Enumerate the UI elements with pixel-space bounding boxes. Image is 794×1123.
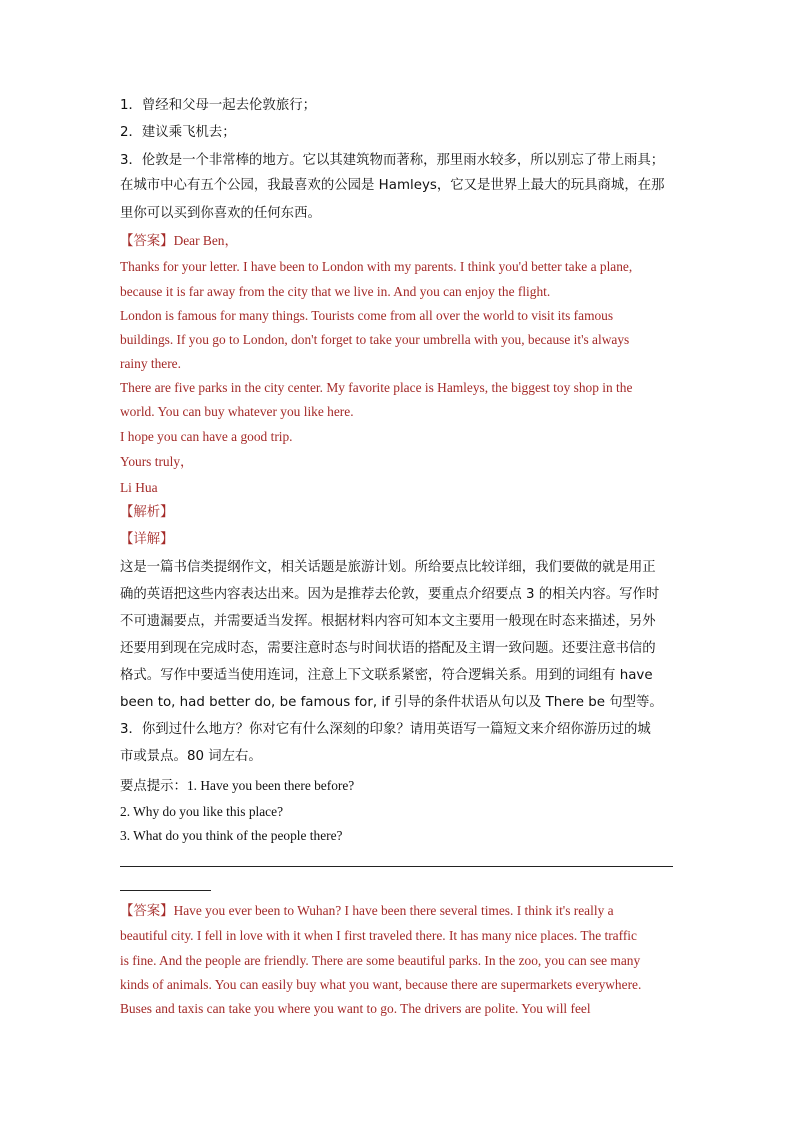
hint-1: 1. Have you been there before? — [186, 778, 355, 793]
answer-3-line: Buses and taxis can take you where you want to go. The drivers are polite. You will feel — [120, 1001, 591, 1016]
analysis-line: 这是一篇书信类提纲作文，相关话题是旅游计划。所给要点比较详细，我们要做的就是用正 — [120, 560, 656, 575]
outline-point-3-line-3: 里你可以买到你喜欢的任何东西。 — [120, 206, 321, 221]
answer-1-line: world. You can buy whatever you like here. — [120, 404, 354, 419]
hint-3: 3. What do you think of the people there? — [120, 828, 343, 843]
outline-point-1: 1．曾经和父母一起去伦敦旅行； — [120, 98, 316, 113]
answer-1-line: rainy there. — [120, 356, 181, 371]
answer-3-first-line — [120, 900, 614, 922]
answer-label: 【答案】 — [120, 234, 174, 249]
analysis-line: been to, had better do, be famous for, if 引导的条件状语从句以及 There be 句型等。 — [120, 695, 663, 710]
answer-1-line: buildings. If you go to London, don't forget to take your umbrella with you, because it's always — [120, 332, 630, 347]
answer-3-line: beautiful city. I fell in love with it when I first traveled there. It has many nice places. The traffic — [120, 928, 637, 943]
answer-1-line: There are five parks in the city center. My favorite place is Hamleys, the biggest toy shop in the — [120, 380, 633, 395]
answer-3-line: is fine. And the people are friendly. There are some beautiful parks. In the zoo, you can see many — [120, 953, 641, 968]
question-3-line-2: 市或景点。80 词左右。 — [120, 749, 262, 764]
answer-1-line: because it is far away from the city that we live in. And you can enjoy the flight. — [120, 284, 551, 299]
analysis-line: 还要用到现在完成时态，需要注意时态与时间状语的搭配及主谓一致问题。还要注意书信的 — [120, 641, 656, 656]
answer-1-line: Thanks for your letter. I have been to London with my parents. I think you'd better take a plane, — [120, 259, 633, 274]
analysis-line: 不可遗漏要点，并需要适当发挥。根据材料内容可知本文主要用一般现在时态来描述，另外 — [120, 614, 656, 629]
analysis-line: 格式。写作中要适当使用连词，注意上下文联系紧密，符合逻辑关系。用到的词组有 have — [120, 668, 653, 683]
answer-1-closing: Yours truly， — [120, 454, 194, 469]
hint-2: 2. Why do you like this place? — [120, 804, 284, 819]
answer-blank-line — [120, 866, 673, 867]
analysis-line: 确的英语把这些内容表达出来。因为是推荐去伦敦，要重点介绍要点 3 的相关内容。写作时 — [120, 587, 660, 602]
answer-1-heading — [120, 230, 238, 252]
answer-greeting: Dear Ben， — [173, 233, 238, 248]
outline-point-3-line-1: 3．伦敦是一个非常棒的地方。它以其建筑物而著称，那里雨水较多，所以别忘了带上雨具； — [120, 153, 665, 168]
analysis-label: 【解析】 — [120, 505, 174, 520]
question-3-line-1: 3．你到过什么地方？你对它有什么深刻的印象？请用英语写一篇短文来介绍你游历过的城 — [120, 722, 651, 737]
outline-point-2: 2．建议乘飞机去； — [120, 125, 236, 140]
hints-label: 要点提示： — [120, 779, 187, 794]
answer-1-signature: Li Hua — [120, 480, 158, 495]
outline-point-3-line-2: 在城市中心有五个公园，我最喜欢的公园是 Hamleys，它又是世界上最大的玩具商城，在那 — [120, 178, 665, 193]
answer-3-line: kinds of animals. You can easily buy what you want, because there are supermarkets everywhere. — [120, 977, 642, 992]
detail-label: 【详解】 — [120, 532, 174, 547]
answer-3-text: Have you ever been to Wuhan? I have been there several times. I think it's really a — [173, 903, 614, 918]
hints-line-1 — [120, 775, 354, 797]
answer-1-line: London is famous for many things. Tourists come from all over the world to visit its famous — [120, 308, 614, 323]
answer-label: 【答案】 — [120, 904, 174, 919]
answer-1-line: I hope you can have a good trip. — [120, 429, 293, 444]
answer-blank-line-short — [120, 890, 211, 891]
